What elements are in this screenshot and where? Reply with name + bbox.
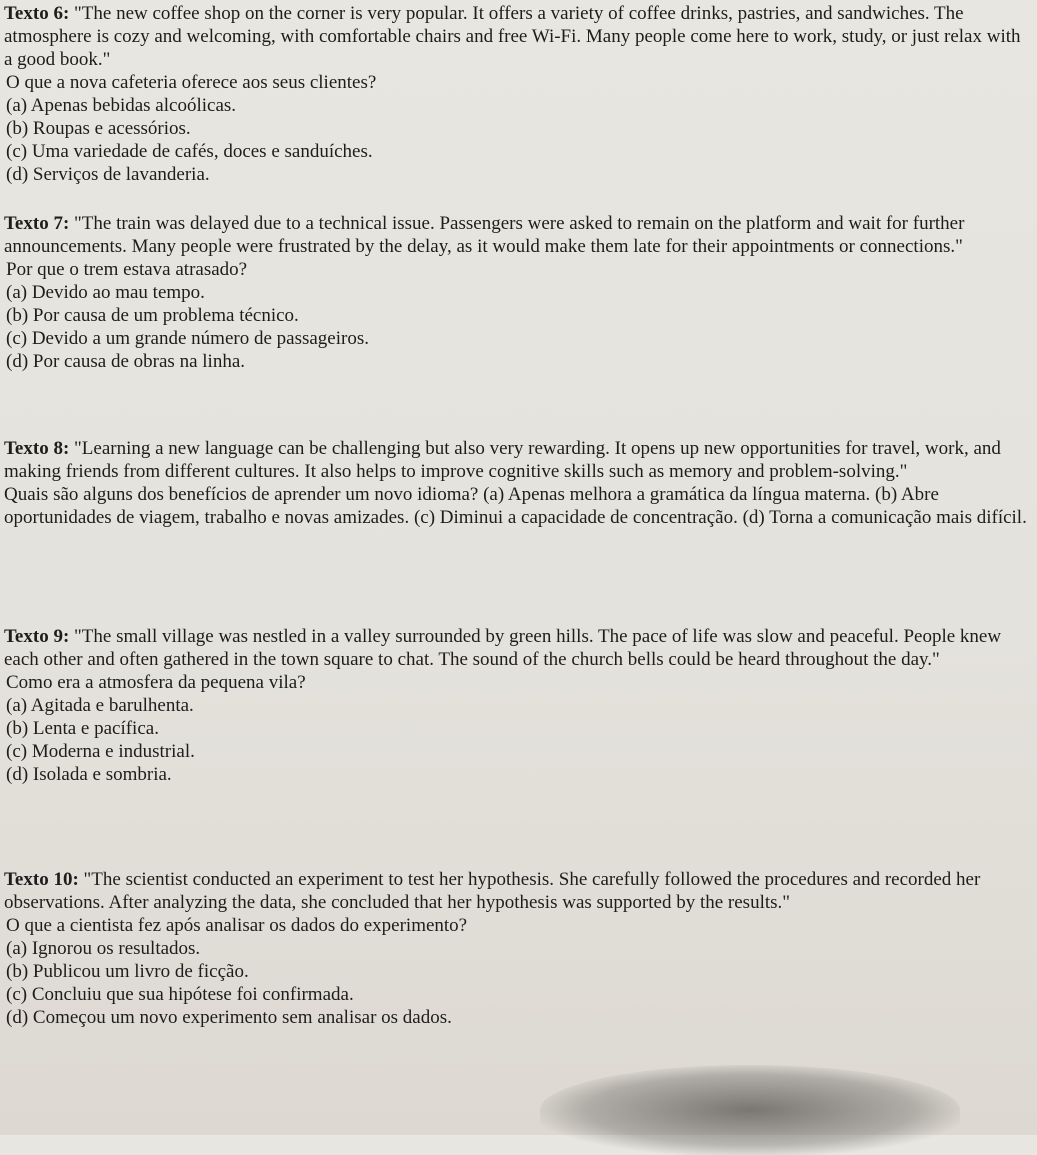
passage-10 [4, 868, 1029, 914]
passage-text-6: "The new coffee shop on the corner is very popular. It offers a variety of coffee drinks, pastries, and sandwiches. The atmosphere is cozy and welcoming, with comfortable chairs and free Wi-Fi. Many people come here to work, study, or just relax with a good book." [4, 3, 1021, 70]
question-9: Como era a atmosfera da pequena vila? [6, 672, 306, 693]
option-10c: (c) Concluiu que sua hipótese foi confirmada. [6, 984, 354, 1005]
text-label-7: Texto 7: [4, 213, 70, 234]
option-6b: (b) Roupas e acessórios. [6, 118, 191, 139]
option-7a: (a) Devido ao mau tempo. [6, 282, 205, 303]
question-6: O que a nova cafeteria oferece aos seus clientes? [6, 72, 377, 93]
text-block-8 [4, 437, 1029, 529]
question-10: O que a cientista fez após analisar os dados do experimento? [6, 915, 468, 936]
passage-text-9: "The small village was nestled in a valley surrounded by green hills. The pace of life was slow and peaceful. People knew each other and often gathered in the town square to chat. The sound of the church bells could be heard throughout the day." [4, 626, 1002, 670]
text-block-10 [4, 868, 1029, 1029]
option-6d: (d) Serviços de lavanderia. [6, 164, 210, 185]
option-7c: (c) Devido a um grande número de passageiros. [6, 328, 369, 349]
text-label-10: Texto 10: [4, 869, 79, 890]
option-9c: (c) Moderna e industrial. [6, 741, 195, 762]
passage-text-7: "The train was delayed due to a technical issue. Passengers were asked to remain on the platform and wait for further announcements. Many people were frustrated by the delay, as it would make them late for their appointments or connections." [4, 213, 965, 257]
passage-8 [4, 437, 1029, 483]
passage-7 [4, 212, 1029, 258]
text-label-8: Texto 8: [4, 438, 70, 459]
text-label-6: Texto 6: [4, 3, 70, 24]
option-10d: (d) Começou um novo experimento sem analisar os dados. [6, 1007, 452, 1028]
option-10a: (a) Ignorou os resultados. [6, 938, 201, 959]
option-6a: (a) Apenas bebidas alcoólicas. [6, 95, 237, 116]
passage-6 [4, 2, 1029, 71]
option-9a: (a) Agitada e barulhenta. [6, 695, 194, 716]
text-block-6 [4, 2, 1029, 186]
passage-9 [4, 625, 1029, 671]
question-7: Por que o trem estava atrasado? [6, 259, 248, 280]
option-7b: (b) Por causa de um problema técnico. [6, 305, 299, 326]
text-label-9: Texto 9: [4, 626, 70, 647]
option-9b: (b) Lenta e pacífica. [6, 718, 159, 739]
text-block-9 [4, 625, 1029, 786]
passage-text-10: "The scientist conducted an experiment to test her hypothesis. She carefully followed the procedures and recorded her observations. After analyzing the data, she concluded that her hypothesis was supported by the results." [4, 869, 981, 913]
text-block-7 [4, 212, 1029, 373]
option-6c: (c) Uma variedade de cafés, doces e sanduíches. [6, 141, 373, 162]
option-7d: (d) Por causa de obras na linha. [6, 351, 246, 372]
option-9d: (d) Isolada e sombria. [6, 764, 172, 785]
photo-shadow [540, 1065, 960, 1155]
passage-text-8: "Learning a new language can be challenging but also very rewarding. It opens up new opportunities for travel, work, and making friends from different cultures. It also helps to improve cognitive skills such as memory and problem-solving." [4, 438, 1001, 482]
question-8: Quais são alguns dos benefícios de aprender um novo idioma? (a) Apenas melhora a gramática da língua materna. (b) Abre oportunidades de viagem, trabalho e novas amizades. (c) Diminui a capacidade de concentração. (d) Torna a comunicação mais difícil. [4, 484, 1027, 528]
option-10b: (b) Publicou um livro de ficção. [6, 961, 249, 982]
